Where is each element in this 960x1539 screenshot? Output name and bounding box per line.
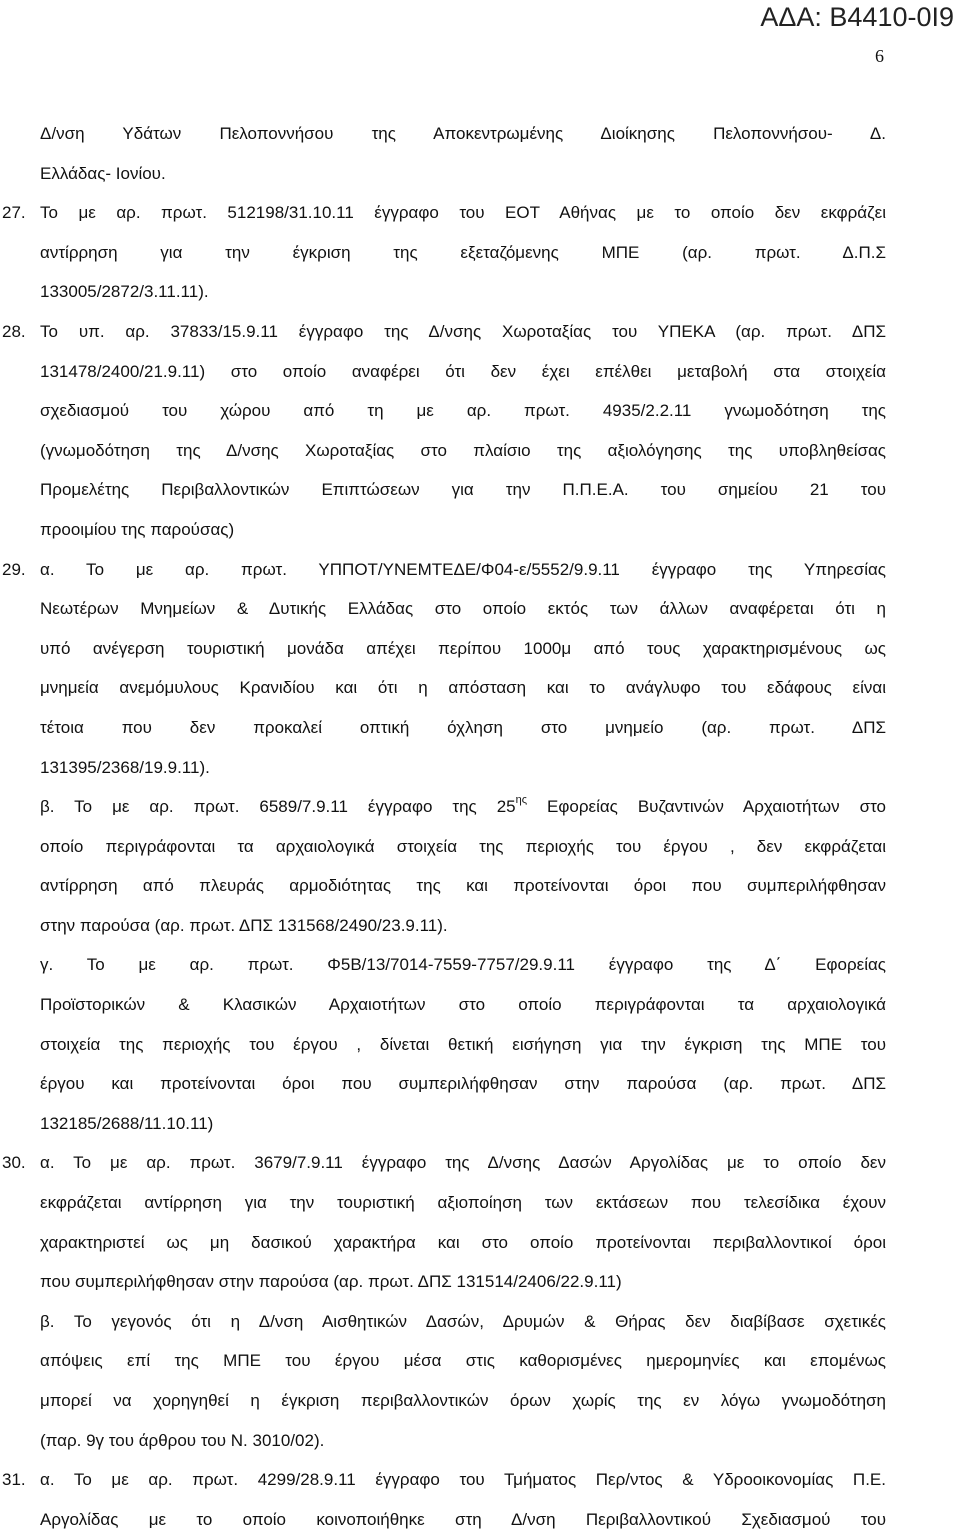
line-text [40,1341,886,1381]
line-content: α. Το με αρ. πρωτ. 4299/28.9.11 έγγραφο του Τμήματος Περ/ντος & Υδροοικονομίας Π.Ε. [40,1470,886,1490]
line-text [40,550,886,590]
text-line [0,1143,960,1183]
ada-code: ΑΔΑ: Β4410-0Ι9 [760,2,954,32]
text-line [0,629,960,669]
text-line [0,510,960,550]
line-text [40,114,886,154]
item-number: 29. [2,559,26,579]
line-text [40,1064,886,1104]
text-line [0,827,960,867]
line-text [40,629,886,669]
line-content: β. Το με αρ. πρωτ. 6589/7.9.11 έγγραφο της 25 [40,797,516,817]
line-text [40,1500,886,1539]
line-text [40,748,886,788]
line-content: α. Το με αρ. πρωτ. 3679/7.9.11 έγγραφο της Δ/νσης Δασών Αργολίδας με το οποίο δεν [40,1153,886,1173]
line-content: β. Το γεγονός ότι η Δ/νση Αισθητικών Δασών, Δρυμών & Θήρας δεν διαβίβασε σχετικές [40,1311,886,1331]
text-line [0,431,960,471]
line-content: Δ/νση Υδάτων Πελοποννήσου της Αποκεντρωμένης Διοίκησης Πελοποννήσου- Δ. [40,124,886,143]
text-line [0,1302,960,1342]
text-line [0,787,960,827]
line-text [40,1302,886,1342]
text-line [0,470,960,510]
line-text [40,1460,886,1500]
line-content: τέτοια που δεν προκαλεί οπτική όχληση στο μνημείο (αρ. πρωτ. ΔΠΣ [40,717,886,737]
line-content: Το με αρ. πρωτ. 512198/31.10.11 έγγραφο του ΕΟΤ Αθήνας με το οποίο δεν εκφράζει [40,203,886,223]
line-content-tail: Εφορείας Βυζαντινών Αρχαιοτήτων στο [527,797,886,817]
text-line [0,906,960,946]
line-content: Το υπ. αρ. 37833/15.9.11 έγγραφο της Δ/νσης Χωροταξίας του ΥΠΕΚΑ (αρ. πρωτ. ΔΠΣ [40,321,886,341]
item-number: 27. [2,203,26,223]
line-text [40,945,886,985]
line-text [40,154,886,194]
text-line [0,550,960,590]
line-content: Προϊστορικών & Κλασικών Αρχαιοτήτων στο οποίο περιγράφονται τα αρχαιολογικά [40,995,886,1015]
text-line [0,668,960,708]
line-text [40,470,886,510]
line-text [40,312,886,352]
text-line [0,589,960,629]
line-content: Αργολίδας με το οποίο κοινοποιήθηκε στη Δ/νση Περιβαλλοντικού Σχεδιασμού του [40,1509,886,1529]
text-line [0,154,960,194]
line-text [40,1143,886,1183]
line-text [40,391,886,431]
line-content: α. Το με αρ. πρωτ. ΥΠΠΟΤ/ΥΝΕΜΤΕΔΕ/Φ04-ε/5552/9.9.11 έγγραφο της Υπηρεσίας [40,559,886,579]
text-line [0,1025,960,1065]
line-content: χαρακτηριστεί ως μη δασικού χαρακτήρα και στο οποίο προτείνονται περιβαλλοντικοί όροι [40,1232,886,1252]
item-number: 28. [2,321,26,341]
line-content: απόψεις επί της ΜΠΕ του έργου μέσα στις καθορισμένες ημερομηνίες και επομένως [40,1351,886,1371]
text-line [0,1341,960,1381]
line-content: 131395/2368/19.9.11). [40,757,210,777]
line-content: Νεωτέρων Μνημείων & Δυτικής Ελλάδας στο οποίο εκτός των άλλων αναφέρεται ότι η [40,599,886,619]
line-text [40,866,886,906]
text-line [0,233,960,273]
text-line [0,312,960,352]
line-content: (γνωμοδότηση της Δ/νσης Χωροταξίας στο πλαίσιο της αξιολόγησης της υποβληθείσας [40,440,886,460]
text-line [0,391,960,431]
text-line [0,1064,960,1104]
line-text [40,193,886,233]
line-content: υπό ανέγερση τουριστική μονάδα απέχει περίπου 1000μ από τους χαρακτηρισμένους ως [40,638,886,658]
text-line [0,1262,960,1302]
line-content: προοιμίου της παρούσας) [40,519,235,539]
line-content: μνημεία ανεμόμυλους Κρανιδίου και ότι η απόσταση και το ανάγλυφο του εδάφους είναι [40,678,886,698]
item-number: 31. [2,1470,26,1490]
document-body [0,114,960,1539]
line-text [40,352,886,392]
text-line [0,1381,960,1421]
line-content: οποίο περιγράφονται τα αρχαιολογικά στοιχεία της περιοχής του έργου , δεν εκφράζεται [40,836,886,856]
line-content: σχεδιασμού του χώρου από τη με αρ. πρωτ. 4935/2.2.11 γνωμοδότηση της [40,401,886,421]
line-content: έργου και προτείνονται όροι που συμπεριλήφθησαν στην παρούσα (αρ. πρωτ. ΔΠΣ [40,1074,886,1094]
line-text [40,431,886,471]
line-text [40,1025,886,1065]
line-content: εκφράζεται αντίρρηση για την τουριστική αξιοποίηση των εκτάσεων που τελεσίδικα έχουν [40,1193,886,1213]
line-content: 132185/2688/11.10.11) [40,1113,214,1133]
line-content: αντίρρηση από πλευράς αρμοδιότητας της και προτείνονται όροι που συμπεριλήφθησαν [40,876,886,896]
text-line [0,1104,960,1144]
line-content: 133005/2872/3.11.11). [40,282,209,302]
text-line [0,352,960,392]
line-text [40,1223,886,1263]
text-line [0,272,960,312]
text-line [0,748,960,788]
line-text [40,233,886,273]
line-text [40,906,886,946]
text-line [0,1460,960,1500]
line-text [40,1262,886,1302]
line-content: στοιχεία της περιοχής του έργου , δίνεται θετική εισήγηση για την έγκριση της ΜΠΕ του [40,1034,886,1054]
line-text [40,272,886,312]
text-line [0,866,960,906]
line-text [40,1183,886,1223]
line-text [40,985,886,1025]
text-line [0,114,960,154]
line-content: Προμελέτης Περιβαλλοντικών Επιπτώσεων για την Π.Π.Ε.Α. του σημείου 21 του [40,480,886,500]
line-content: που συμπεριλήφθησαν στην παρούσα (αρ. πρωτ. ΔΠΣ 131514/2406/22.9.11) [40,1272,622,1292]
text-line [0,1183,960,1223]
line-text [40,1381,886,1421]
item-number: 30. [2,1153,26,1173]
text-line [0,985,960,1025]
line-text [40,589,886,629]
line-content: στην παρούσα (αρ. πρωτ. ΔΠΣ 131568/2490/23.9.11). [40,915,448,935]
line-text [40,1104,886,1144]
line-content: μπορεί να χορηγηθεί η έγκριση περιβαλλοντικών όρων χωρίς της εν λόγω γνωμοδότηση [40,1391,886,1410]
text-line [0,1500,960,1539]
line-content: 131478/2400/21.9.11) στο οποίο αναφέρει ότι δεν έχει επέλθει μεταβολή στα στοιχεία [40,361,886,381]
text-line [0,945,960,985]
line-text [40,510,886,550]
line-text [40,827,886,867]
line-content: γ. Το με αρ. πρωτ. Φ5Β/13/7014-7559-7757/29.9.11 έγγραφο της Δ΄ Εφορείας [40,955,886,975]
ordinal-suffix: ης [515,794,528,807]
line-text [40,787,886,827]
line-text [40,708,886,748]
line-content: αντίρρηση για την έγκριση της εξεταζόμενης ΜΠΕ (αρ. πρωτ. Δ.Π.Σ [40,242,886,262]
line-content: (παρ. 9γ του άρθρου του Ν. 3010/02). [40,1430,325,1450]
text-line [0,193,960,233]
text-line [0,1223,960,1263]
text-line [0,708,960,748]
line-text [40,668,886,708]
line-content: Ελλάδας- Ιονίου. [40,163,166,183]
page-number: 6 [875,46,884,66]
